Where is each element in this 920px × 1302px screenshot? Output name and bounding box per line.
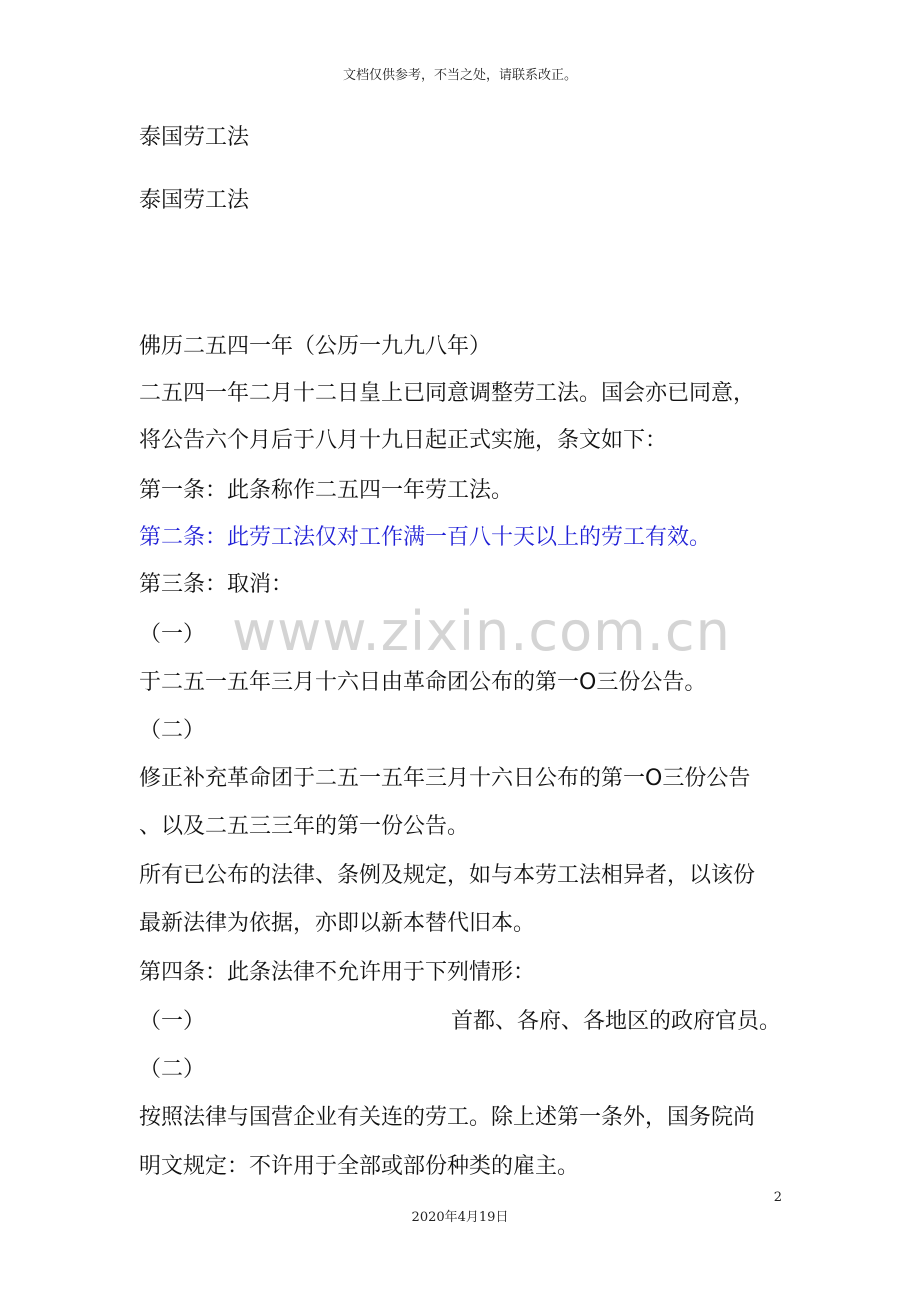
text-line: 将公告六个月后于八月十九日起正式实施，条文如下： bbox=[139, 428, 668, 453]
watermark: www.zixin.com.cn bbox=[232, 600, 731, 663]
item-marker: （一） bbox=[139, 622, 206, 647]
document-subtitle: 泰国劳工法 bbox=[139, 188, 250, 213]
text-line: 、以及二五三三年的第一份公告。 bbox=[139, 814, 470, 839]
footer-date: 2020年4月19日 bbox=[411, 1210, 509, 1225]
item-marker: （一） bbox=[139, 1009, 206, 1034]
text-line: 按照法律与国营企业有关连的劳工。除上述第一条外，国务院尚 bbox=[139, 1105, 756, 1130]
page-number: 2 bbox=[773, 1190, 782, 1205]
text-line: 二五四一年二月十二日皇上已同意调整劳工法。国会亦已同意， bbox=[139, 381, 756, 406]
text-line: 所有已公布的法律、条例及规定，如与本劳工法相异者，以该份 bbox=[139, 863, 756, 888]
item-marker: （二） bbox=[139, 718, 206, 743]
article-2-highlighted: 第二条：此劳工法仅对工作满一百八十天以上的劳工有效。 bbox=[139, 525, 712, 550]
article-3: 第三条：取消： bbox=[139, 572, 294, 597]
header-note: 文档仅供参考，不当之处，请联系改正。 bbox=[342, 68, 577, 83]
item-text: 首都、各府、各地区的政府官员。 bbox=[451, 1009, 782, 1034]
text-line: 明文规定：不许用于全部或部份种类的雇主。 bbox=[139, 1154, 580, 1179]
text-line: 修正补充革命团于二五一五年三月十六日公布的第一O三份公告 bbox=[139, 766, 751, 791]
text-line: 最新法律为依据，亦即以新本替代旧本。 bbox=[139, 911, 536, 936]
text-line: 佛历二五四一年（公历一九九八年） bbox=[139, 334, 492, 359]
article-4: 第四条：此条法律不允许用于下列情形： bbox=[139, 960, 536, 985]
item-row bbox=[139, 1007, 781, 1037]
document-title: 泰国劳工法 bbox=[139, 125, 250, 150]
text-line: 于二五一五年三月十六日由革命团公布的第一O三份公告。 bbox=[139, 670, 707, 695]
item-marker: （二） bbox=[139, 1057, 206, 1082]
article-1: 第一条：此条称作二五四一年劳工法。 bbox=[139, 478, 514, 503]
